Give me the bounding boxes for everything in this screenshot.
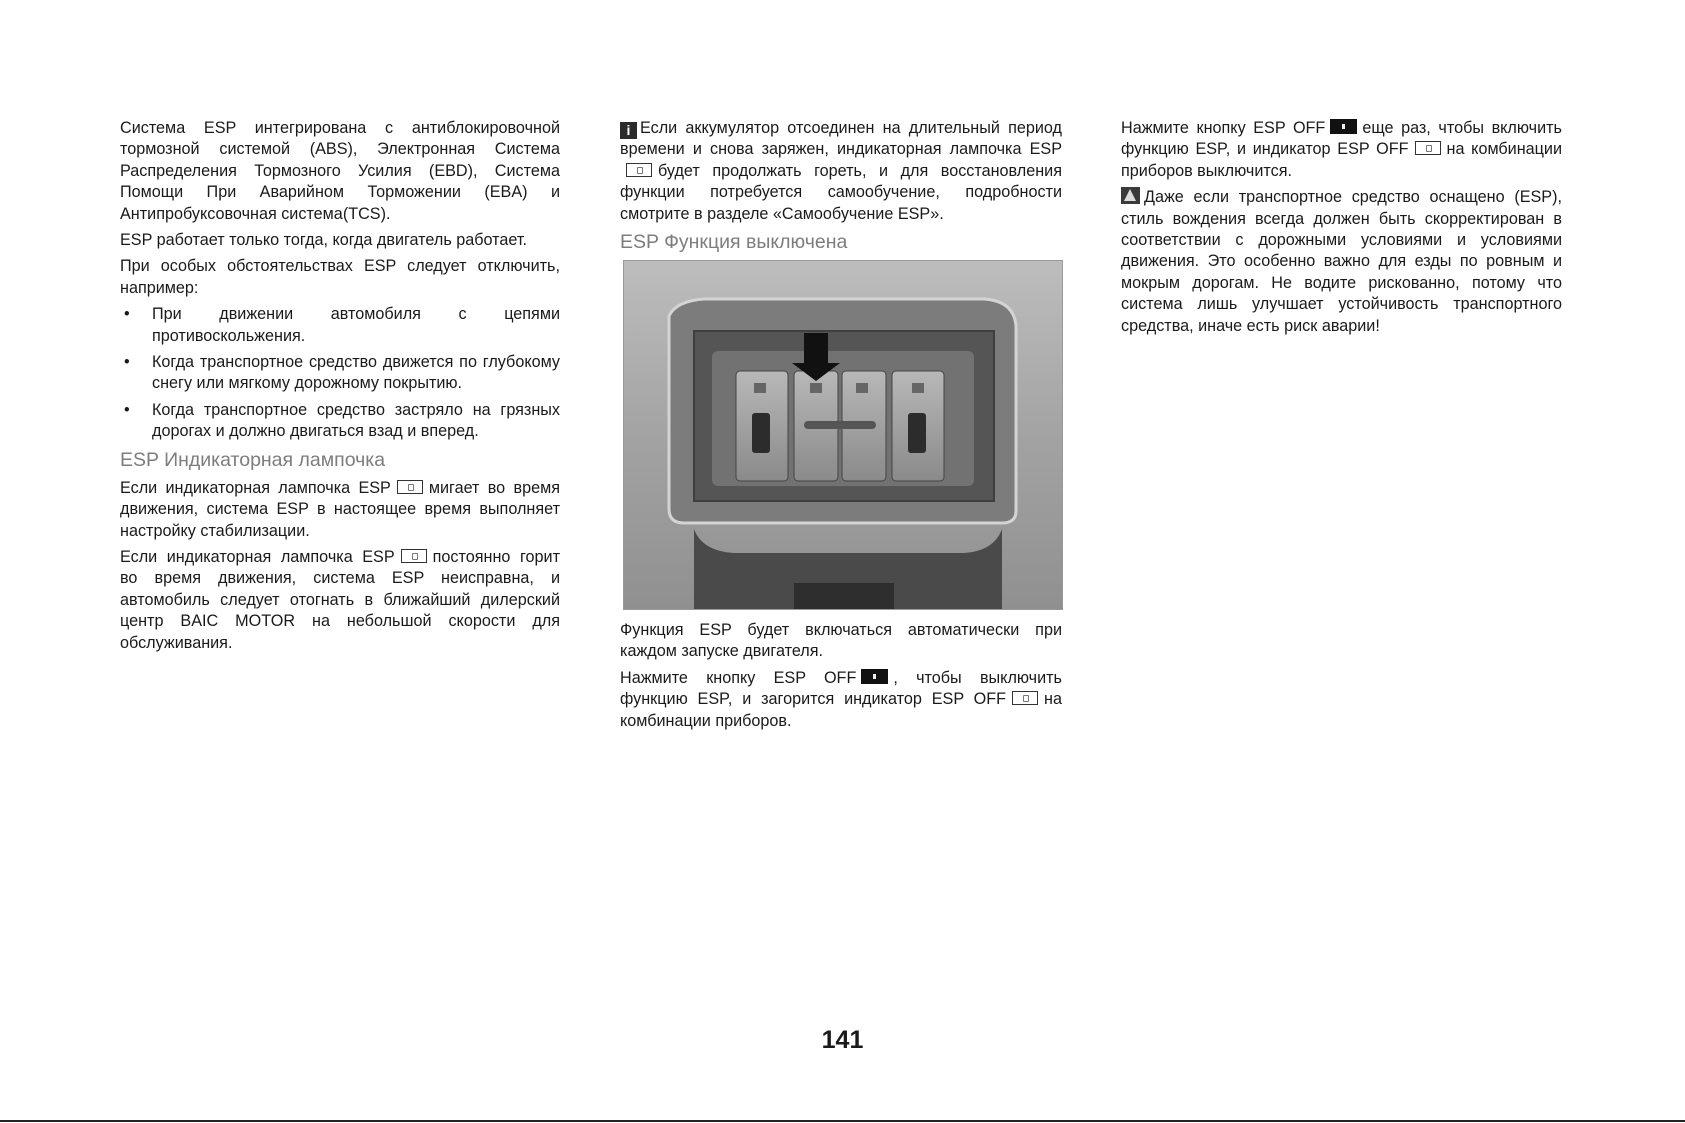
esp-off-switch-photo	[623, 260, 1063, 610]
column-right	[1121, 118, 1562, 342]
battery-note: i Если аккумулятор отсоединен на длительный период времени и снова заряжен, индикаторная лампочка ESPбудет продолжать гореть, и для восстановления функции потребуется самообучение, подробности смотрите в разделе «Самообучение ESP».	[620, 119, 1062, 223]
info-note-icon: i	[620, 122, 637, 139]
esp-on-press-text: Нажмите кнопку ESP OFF еще раз, чтобы включить функцию ESP, и индикатор ESP OFF на комбинации приборов выключится.	[1121, 119, 1563, 180]
indicator-constant-text: Если индикаторная лампочка ESP постоянно горит во время движения, система ESP неисправна, и автомобиль следует отогнать в ближайший дилерский центр BAIC MOTOR на небольшой скорости для обслуживания.	[120, 547, 560, 652]
bottom-rule	[0, 1120, 1685, 1122]
page-number: 141	[821, 1026, 864, 1054]
list-item: • Когда транспортное средство движется по глубокому снегу или мягкому дорожному покрытию.	[120, 352, 560, 395]
disable-conditions-list	[120, 304, 560, 442]
esp-engine-text: ESP работает только тогда, когда двигатель работает.	[120, 231, 527, 250]
indicator-blinking-text: Если индикаторная лампочка ESP мигает во время движения, система ESP в настоящее время выполняет настройку стабилизации.	[120, 478, 560, 540]
esp-off-button-icon	[1330, 119, 1357, 134]
esp-auto-on-text: Функция ESP будет включаться автоматически при каждом запуске двигателя.	[620, 621, 1062, 661]
column-left	[120, 118, 560, 659]
esp-integration-text: Система ESP интегрирована с антиблокировочной тормозной системой (ABS), Электронная Система Распределения Тормозного Усилия (EBD), Система Помощи При Аварийном Торможении (EBA) и Антипробуксовочная система(TCS).	[120, 119, 560, 223]
warning-triangle-icon	[1121, 187, 1140, 204]
column-middle	[620, 118, 1062, 737]
esp-indicator-icon	[626, 163, 652, 177]
section-heading-indicator: ESP Индикаторная лампочка	[120, 448, 386, 471]
esp-indicator-icon	[1415, 141, 1441, 155]
esp-off-press-text: Нажмите кнопку ESP OFF , чтобы выключить функцию ESP, и загорится индикатор ESP OFF на комбинации приборов.	[620, 668, 1062, 730]
section-heading-esp-off: ESP Функция выключена	[620, 231, 848, 254]
esp-indicator-icon	[401, 549, 427, 563]
esp-indicator-icon	[1012, 691, 1038, 705]
list-item: • При движении автомобиля с цепями противоскольжения.	[120, 304, 560, 347]
esp-indicator-icon	[397, 480, 423, 494]
esp-disable-intro: При особых обстоятельствах ESP следует отключить, например:	[120, 257, 560, 297]
list-item: • Когда транспортное средство застряло на грязных дорогах и должно двигаться взад и вперед.	[120, 400, 560, 443]
esp-off-button-icon	[861, 669, 888, 684]
warning-text: Даже если транспортное средство оснащено (ESP), стиль вождения всегда должен быть скорректирован в соответствии с дорожными условиями и условиями движения. Это особенно важно для езды по ровным и мокрым дорогам. Не водите рискованно, потому что система лишь улучшает устойчивость транспортного средства, иначе есть риск аварии!	[1121, 188, 1562, 335]
